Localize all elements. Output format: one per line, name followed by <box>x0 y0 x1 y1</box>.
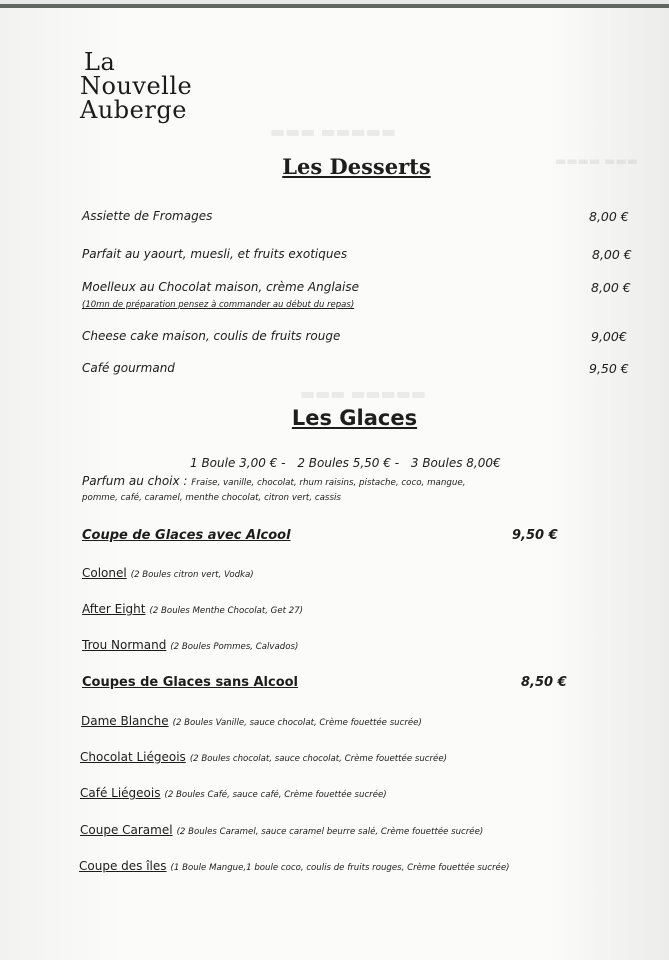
ice-cream-item <box>82 602 303 616</box>
item-name: Coupe des îles <box>79 859 167 873</box>
dessert-note: (10mn de préparation pensez à commander au début du repas) <box>82 300 355 310</box>
item-name: Trou Normand <box>82 638 167 652</box>
desserts-title: Les Desserts <box>282 154 431 179</box>
dessert-price: 9,00€ <box>591 329 627 344</box>
dessert-price: 8,00 € <box>591 280 631 295</box>
logo-line-2: Nouvelle <box>80 72 193 100</box>
item-desc: (2 Boules chocolat, sauce chocolat, Crème fouettée sucrée) <box>189 754 447 764</box>
item-desc: (1 Boule Mangue,1 boule coco, coulis de fruits rouges, Crème fouettée sucrée) <box>170 863 510 873</box>
item-desc: (2 Boules Caramel, sauce caramel beurre salé, Crème fouettée sucrée) <box>176 827 484 837</box>
section-with-alcohol-title: Coupe de Glaces avec Alcool <box>82 528 291 543</box>
item-desc: (2 Boules Vanille, sauce chocolat, Crème fouettée sucrée) <box>172 718 422 728</box>
item-name: Dame Blanche <box>81 714 169 728</box>
item-name: Chocolat Liégeois <box>80 750 186 764</box>
scoop-price-1: 1 Boule 3,00 € - <box>190 456 286 470</box>
flavours-line-1 <box>82 474 466 488</box>
ice-cream-item <box>82 638 298 652</box>
dessert-item: Café gourmand <box>82 361 175 375</box>
show-through: ▬▬▬ ▬▬▬▬▬ <box>270 122 397 141</box>
top-edge <box>0 4 669 8</box>
dessert-price: 8,00 € <box>589 209 629 224</box>
menu-page <box>0 4 669 960</box>
logo-line-3: Auberge <box>80 96 187 124</box>
ice-cream-item <box>82 566 254 580</box>
item-desc: (2 Boules citron vert, Vodka) <box>130 570 254 580</box>
dessert-item: Cheese cake maison, coulis de fruits rouge <box>82 329 341 343</box>
dessert-price: 8,00 € <box>592 247 632 262</box>
show-through: ▬▬▬▬ ▬▬▬ <box>555 154 639 168</box>
ice-cream-item <box>80 786 387 800</box>
item-name: Café Liégeois <box>80 786 161 800</box>
scoop-price-3: 3 Boules 8,00€ <box>410 456 501 470</box>
section-without-alcohol-title: Coupes de Glaces sans Alcool <box>82 675 299 690</box>
flavours-label: Parfum au choix : <box>82 474 192 488</box>
ice-cream-item <box>81 714 422 728</box>
scoop-prices <box>190 456 509 470</box>
show-through: ▬▬▬ ▬▬▬▬▬ <box>300 384 427 403</box>
item-name: Colonel <box>82 566 127 580</box>
restaurant-logo <box>80 50 192 122</box>
item-name: Coupe Caramel <box>80 823 173 837</box>
ice-cream-item <box>80 750 447 764</box>
section-without-alcohol-price: 8,50 € <box>521 675 567 690</box>
item-name: After Eight <box>82 602 146 616</box>
logo-line-1: La <box>84 48 116 76</box>
dessert-item: Moelleux au Chocolat maison, crème Anglaise <box>82 280 359 294</box>
section-with-alcohol-price: 9,50 € <box>512 528 558 543</box>
glaces-title: Les Glaces <box>291 406 418 430</box>
scoop-price-2: 2 Boules 5,50 € - <box>297 456 400 470</box>
flavours-list-1: Fraise, vanille, chocolat, rhum raisins, pistache, coco, mangue, <box>191 478 466 488</box>
dessert-price: 9,50 € <box>589 361 629 376</box>
item-desc: (2 Boules Café, sauce café, Crème fouettée sucrée) <box>164 790 387 800</box>
flavours-list-2: pomme, café, caramel, menthe chocolat, citron vert, cassis <box>82 493 341 503</box>
ice-cream-item <box>79 859 509 873</box>
dessert-item: Parfait au yaourt, muesli, et fruits exotiques <box>82 247 348 261</box>
item-desc: (2 Boules Menthe Chocolat, Get 27) <box>149 606 304 616</box>
ice-cream-item <box>80 823 483 837</box>
dessert-item: Assiette de Fromages <box>82 209 213 223</box>
item-desc: (2 Boules Pommes, Calvados) <box>170 642 299 652</box>
